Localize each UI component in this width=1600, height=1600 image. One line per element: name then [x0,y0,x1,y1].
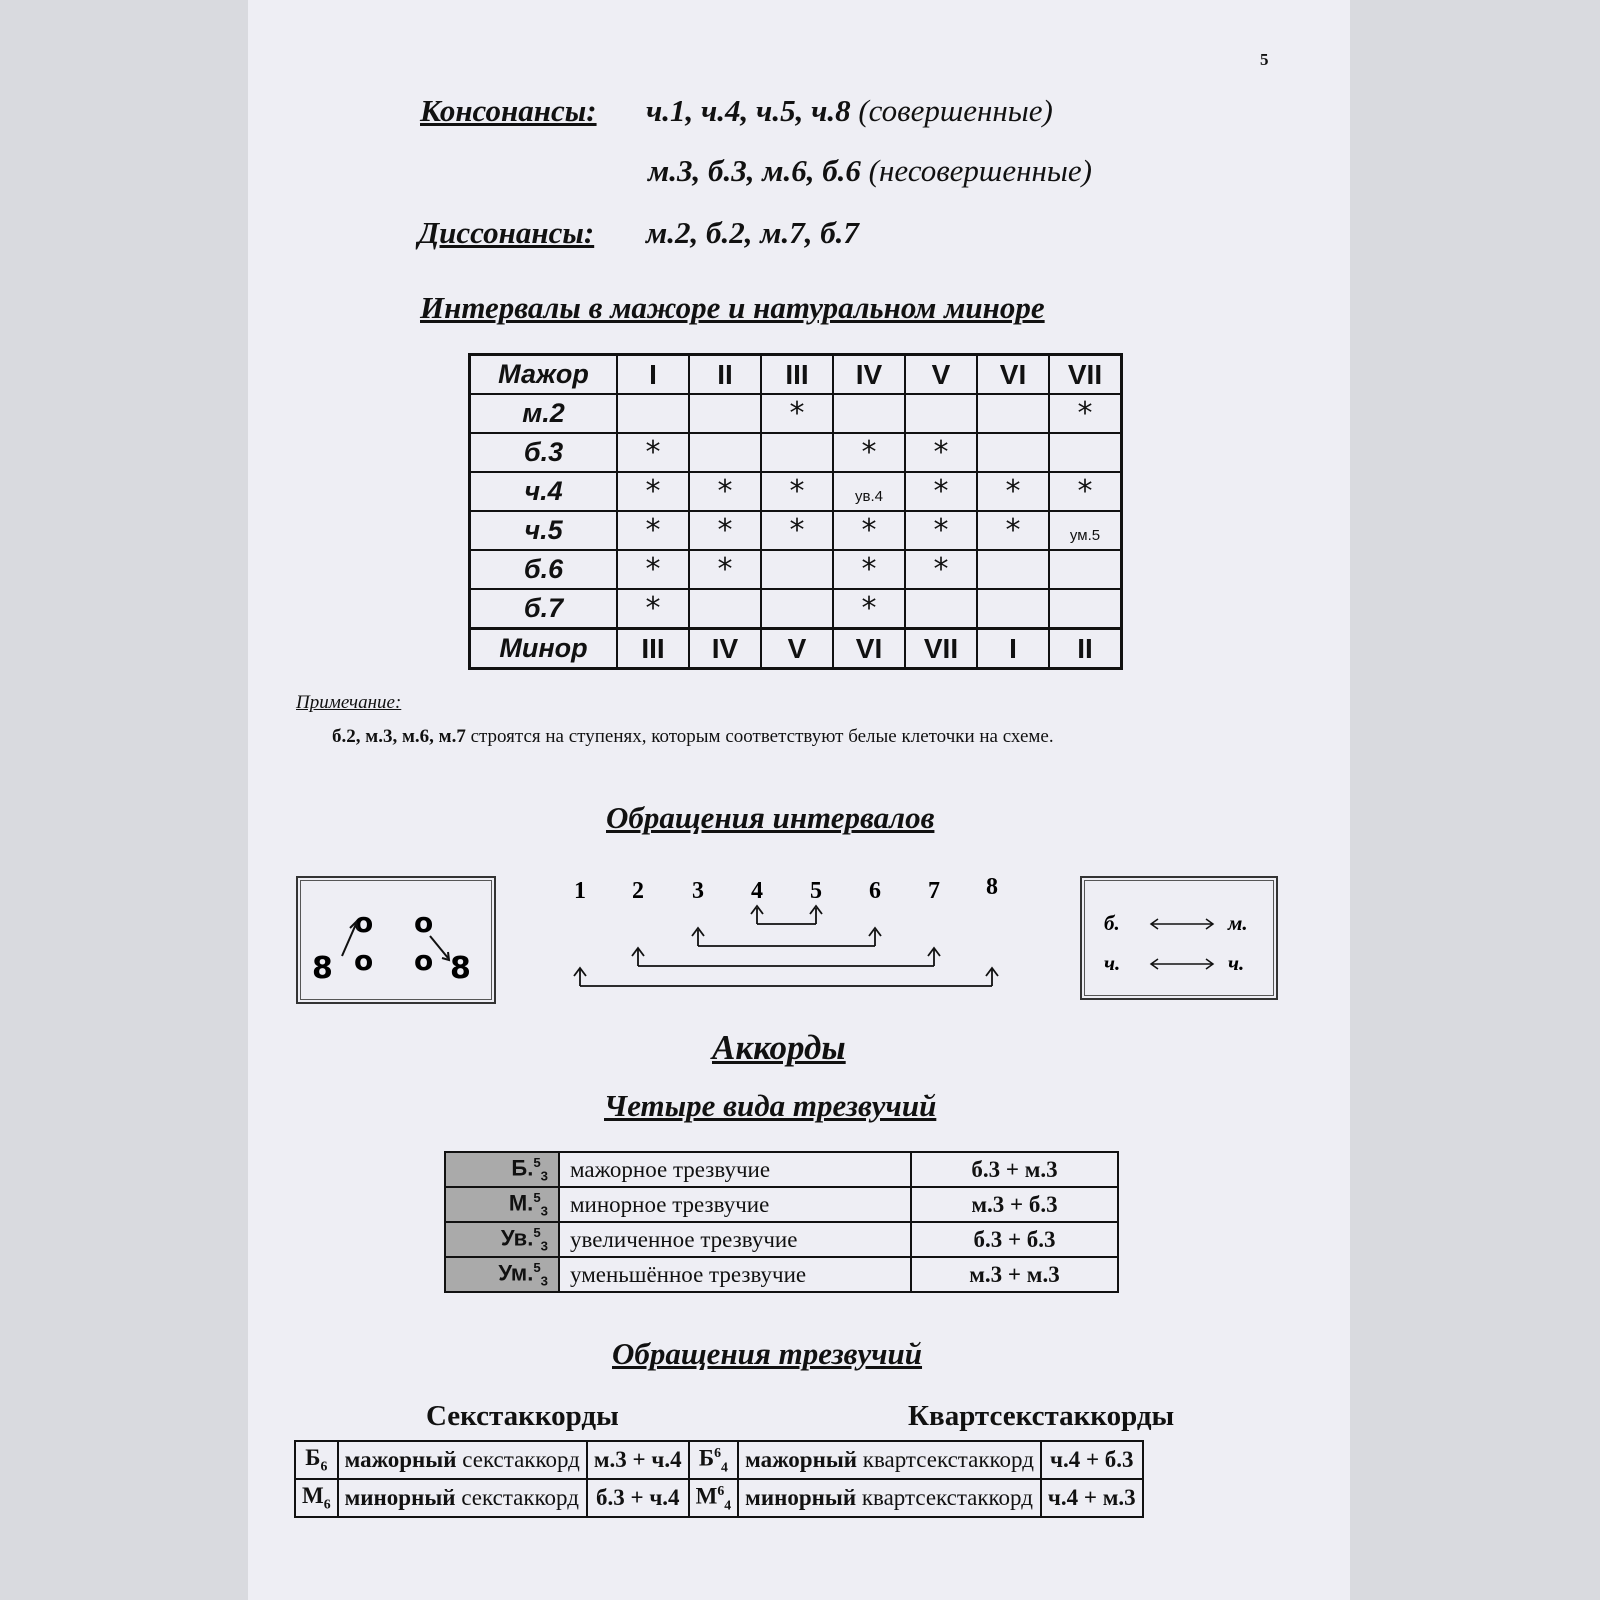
star-mark [905,511,977,550]
triad-row [445,1152,1118,1187]
empty-cell [977,550,1049,589]
interval-number: 5 [810,878,822,904]
triad-symbol-sup: 5 [533,1260,541,1276]
symbol-letter: Б [698,1445,715,1471]
chord-type: минорный [745,1485,857,1510]
six-four-chord-symbol [689,1441,739,1479]
imperfect-intervals: м.3, б.3, м.6, б.6 [648,153,861,188]
triad-symbol-sub: 3 [540,1168,548,1184]
star-mark: * [861,512,877,548]
empty-cell [905,589,977,629]
star-mark [617,550,689,589]
chord-name: секстаккорд [462,1447,580,1472]
empty-cell [833,394,905,433]
chord-name: квартсекстаккорд [862,1447,1034,1472]
triad-name: уменьшённое трезвучие [559,1257,911,1292]
triad-symbol-letter: Ум. [498,1260,534,1286]
symbol-letter: М [302,1483,324,1509]
star-mark: * [717,473,733,509]
interval-row-label: б.7 [470,589,618,629]
star-mark [833,511,905,550]
consonances-label: Консонансы: [420,93,597,128]
triad-formula: м.3 + м.3 [911,1257,1118,1292]
star-mark: * [933,512,949,548]
double-arrow-icon [1151,959,1213,969]
star-mark: * [789,473,805,509]
empty-cell [1049,550,1122,589]
interval-row [470,589,1122,629]
triad-symbol-letter: М. [508,1190,534,1216]
dissonances-label: Диссонансы: [418,215,595,250]
minor-degree: V [761,629,833,669]
interval-row [470,472,1122,511]
interval-note-text: ум.5 [1069,526,1101,544]
star-mark [833,589,905,629]
star-mark: * [1005,473,1021,509]
bracket-1-8 [580,968,992,986]
sixth-chord-formula: м.3 + ч.4 [587,1441,689,1479]
note-upper-left: o [354,906,374,939]
star-mark [617,472,689,511]
triad-symbol [445,1152,559,1187]
symbol-letter: М [695,1483,718,1509]
note-upper-right: o [414,906,434,939]
minor-degree: II [1049,629,1122,669]
star-mark: * [645,590,661,626]
inversion-row [295,1441,1143,1479]
interval-note [833,472,905,511]
sixth-chords-label: Секстаккорды [426,1400,619,1432]
chord-type: минорный [344,1485,456,1510]
note-lower-left: o [354,944,374,977]
major-label: Мажор [470,355,618,395]
interval-row-label: ч.5 [470,511,618,550]
star-mark [905,433,977,472]
empty-cell [617,394,689,433]
minor-degree: VI [833,629,905,669]
triad-name: минорное трезвучие [559,1187,911,1222]
six-four-chord-name [738,1479,1041,1517]
symbol-sup: 6 [714,1444,722,1460]
triad-name: мажорное трезвучие [559,1152,911,1187]
sixth-chord-symbol [295,1479,338,1517]
chord-type: мажорный [745,1447,858,1472]
imperfect-note: (несовершенные) [868,153,1092,188]
major-degree: I [617,355,689,395]
star-mark: * [789,395,805,431]
empty-cell [977,589,1049,629]
intervals-table [468,353,1123,670]
empty-cell [1049,433,1122,472]
triad-formula: б.3 + м.3 [911,1152,1118,1187]
minor-degree: VII [905,629,977,669]
star-mark: * [1077,395,1093,431]
double-arrow-icon [1151,919,1213,929]
sixth-chord-symbol [295,1441,338,1479]
triad-row [445,1222,1118,1257]
intervals-table-title: Интервалы в мажоре и натуральном миноре [420,290,1045,325]
star-mark [689,550,761,589]
note-lower-right: o [414,944,434,977]
triad-symbol-sub: 3 [540,1238,548,1254]
triad-name: увеличенное трезвучие [559,1222,911,1257]
triad-row [445,1257,1118,1292]
star-mark [977,511,1049,550]
star-mark [1049,394,1122,433]
empty-cell [905,394,977,433]
triad-formula: б.3 + б.3 [911,1222,1118,1257]
triad-formula: м.3 + б.3 [911,1187,1118,1222]
inversion-number-diagram [558,868,1018,988]
inversion-row [295,1479,1143,1517]
star-mark [1049,472,1122,511]
sixth-chord-name [338,1441,587,1479]
symbol-letter: Б [305,1445,321,1471]
interval-note-text: ув.4 [855,487,883,505]
empty-cell [1049,589,1122,629]
star-mark [977,472,1049,511]
interval-row [470,394,1122,433]
triad-symbol-sub: 3 [540,1273,548,1289]
interval-row [470,511,1122,550]
empty-cell [689,589,761,629]
note-body: строятся на ступенях, которым соответствуют белые клеточки на схеме. [465,726,1054,747]
star-mark: * [1005,512,1021,548]
empty-cell [689,433,761,472]
symbol-sub: 4 [724,1497,732,1513]
interval-number: 2 [632,878,644,904]
star-mark: * [645,551,661,587]
triad-row [445,1187,1118,1222]
star-mark: * [861,590,877,626]
pair-left: б. [1104,911,1120,935]
triad-symbol-letter: Б. [511,1155,534,1181]
minor-label: Минор [470,629,618,669]
page [248,0,1350,1600]
perfect-intervals: ч.1, ч.4, ч.5, ч.8 [646,93,851,128]
triads-table [444,1151,1119,1293]
note-text [332,726,1054,748]
imperfect-consonances [648,153,1092,189]
star-mark [617,433,689,472]
star-mark [617,589,689,629]
minor-header-row [470,629,1122,669]
perfect-note: (совершенные) [858,93,1053,128]
triad-symbol-sub: 3 [540,1203,548,1219]
inversion-pairs-box [1080,876,1278,1000]
triad-rows [445,1152,1118,1292]
six-four-chord-formula: ч.4 + б.3 [1041,1441,1143,1479]
empty-cell [689,394,761,433]
star-mark: * [1077,473,1093,509]
pair-right: ч. [1228,951,1245,975]
major-degree: VII [1049,355,1122,395]
chord-name: квартсекстаккорд [861,1485,1033,1510]
interval-number: 1 [574,878,586,904]
note-intervals: б.2, м.3, м.6, м.7 [332,726,466,747]
bracket-3-6 [698,930,875,946]
major-degree: V [905,355,977,395]
star-mark: * [933,434,949,470]
interval-row-label: б.3 [470,433,618,472]
triad-symbol-sup: 5 [533,1155,541,1171]
minor-degree: I [977,629,1049,669]
star-mark [905,472,977,511]
interval-number: 8 [986,874,998,900]
interval-rows [470,394,1122,629]
arrowhead-icon [574,968,998,976]
star-mark [617,511,689,550]
interval-number: 4 [751,878,763,904]
interval-note [1049,511,1122,550]
inv-rows [295,1441,1143,1517]
inversion-example-box [296,876,496,1004]
minor-degree: IV [689,629,761,669]
interval-number: 3 [692,878,704,904]
empty-cell [977,433,1049,472]
pair-right: м. [1228,911,1248,935]
star-mark: * [861,551,877,587]
symbol-sub: 4 [721,1459,728,1475]
sixth-chord-name [338,1479,587,1517]
star-mark [761,394,833,433]
inversion-pairs-figure [1082,878,1276,998]
symbol-sup: 6 [717,1482,725,1498]
inversions-title: Обращения интервалов [606,800,935,835]
major-degree: VI [977,355,1049,395]
star-mark [833,433,905,472]
star-mark [689,472,761,511]
star-mark: * [645,473,661,509]
star-mark [761,511,833,550]
triad-symbol-sup: 5 [533,1190,541,1206]
empty-cell [977,394,1049,433]
six-four-chord-formula: ч.4 + м.3 [1041,1479,1143,1517]
bracket-4-5 [757,908,816,924]
perfect-consonances [646,93,1053,129]
chord-name: секстаккорд [461,1485,579,1510]
star-mark: * [717,551,733,587]
empty-cell [761,433,833,472]
triad-symbol [445,1187,559,1222]
six-four-chord-symbol [689,1479,739,1517]
empty-cell [761,550,833,589]
arrowhead-icon [751,906,822,914]
triad-inversions-table [294,1440,1144,1518]
bracket-2-7 [638,948,934,966]
star-mark: * [933,551,949,587]
triad-symbol-letter: Ув. [500,1225,534,1251]
triad-symbol [445,1222,559,1257]
triad-symbol [445,1257,559,1292]
symbol-sub: 6 [320,1458,328,1474]
major-degree: III [761,355,833,395]
star-mark [905,550,977,589]
note-label: Примечание: [296,692,402,713]
interval-row-label: м.2 [470,394,618,433]
six-four-chord-name [738,1441,1041,1479]
interval-row-label: ч.4 [470,472,618,511]
interval-row [470,433,1122,472]
star-mark [761,472,833,511]
major-degree: IV [833,355,905,395]
major-degree: II [689,355,761,395]
interval-number: 7 [928,878,940,904]
star-mark: * [717,512,733,548]
star-mark: * [789,512,805,548]
note-octave-right: 8 [450,951,471,986]
triads-subtitle: Четыре вида трезвучий [604,1088,937,1123]
symbol-sub: 6 [323,1496,331,1512]
dissonance-intervals: м.2, б.2, м.7, б.7 [646,215,859,250]
pair-left: ч. [1104,951,1121,975]
star-mark: * [645,434,661,470]
sixth-chord-formula: б.3 + ч.4 [587,1479,689,1517]
six-four-chords-label: Квартсекстаккорды [908,1400,1175,1432]
star-mark: * [861,434,877,470]
major-header-row [470,355,1122,395]
arrowhead-icon [692,928,881,936]
minor-degree: III [617,629,689,669]
page-number: 5 [1260,50,1269,69]
interval-row [470,550,1122,589]
inversion-example-figure [298,878,494,1002]
chord-type: мажорный [344,1447,457,1472]
star-mark: * [933,473,949,509]
star-mark [689,511,761,550]
interval-row-label: б.6 [470,550,618,589]
chords-title: Аккорды [712,1028,846,1067]
arrowhead-icon [632,948,940,956]
star-mark [833,550,905,589]
note-octave-left: 8 [312,951,333,986]
star-mark: * [645,512,661,548]
interval-number: 6 [869,878,881,904]
empty-cell [761,589,833,629]
triad-symbol-sup: 5 [533,1225,541,1241]
triad-inversions-title: Обращения трезвучий [612,1336,923,1371]
